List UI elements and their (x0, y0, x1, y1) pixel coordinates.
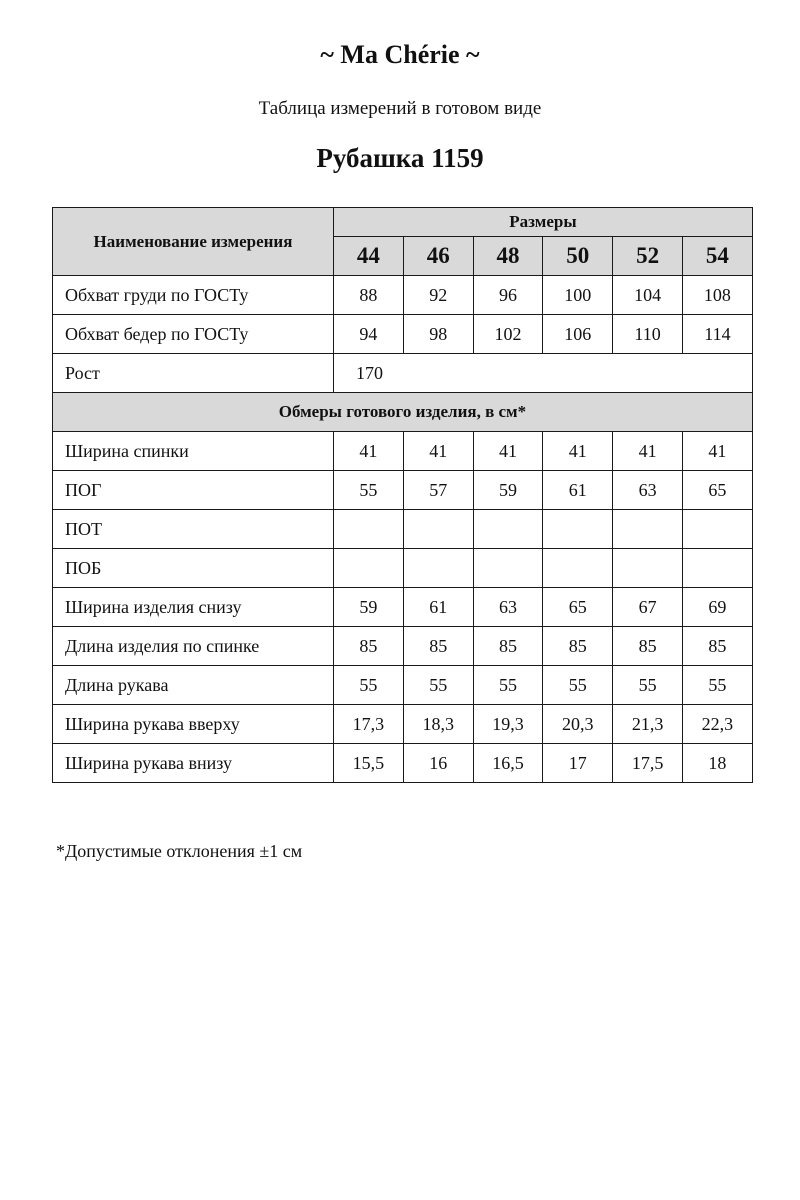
table-cell (613, 549, 683, 588)
size-chart-table (52, 207, 753, 783)
table-cell (403, 510, 473, 549)
table-cell: 41 (334, 432, 404, 471)
table-cell: 92 (403, 276, 473, 315)
table-cell: 94 (334, 315, 404, 354)
table-cell: 18,3 (403, 705, 473, 744)
table-cell: 20,3 (543, 705, 613, 744)
table-cell (473, 510, 543, 549)
table-cell: 18 (682, 744, 752, 783)
table-cell: 55 (682, 666, 752, 705)
brand-title: ~ Ma Chérie ~ (320, 40, 480, 69)
table-cell: 57 (403, 471, 473, 510)
table-cell: 85 (334, 627, 404, 666)
table-cell: 114 (682, 315, 752, 354)
table-cell: 17 (543, 744, 613, 783)
table-cell (543, 510, 613, 549)
row-label: Обхват бедер по ГОСТу (53, 315, 334, 354)
size-54-header: 54 (682, 237, 752, 276)
section-header-row (53, 393, 753, 432)
table-cell: 21,3 (613, 705, 683, 744)
table-cell: 16 (403, 744, 473, 783)
table-cell: 85 (543, 627, 613, 666)
table-cell: 59 (473, 471, 543, 510)
row-label: Ширина рукава вверху (53, 705, 334, 744)
table-cell (682, 549, 752, 588)
table-row-sleeve-top-width (53, 705, 753, 744)
row-label: Длина рукава (53, 666, 334, 705)
table-row-pot (53, 510, 753, 549)
table-cell: 96 (473, 276, 543, 315)
row-label: Обхват груди по ГОСТу (53, 276, 334, 315)
row-label: ПОТ (53, 510, 334, 549)
table-cell: 22,3 (682, 705, 752, 744)
sizes-header: Размеры (334, 208, 753, 237)
table-cell: 61 (403, 588, 473, 627)
row-label: Рост (53, 354, 334, 393)
table-row-bottom-width (53, 588, 753, 627)
table-cell: 102 (473, 315, 543, 354)
table-cell: 55 (334, 666, 404, 705)
table-row-back-length (53, 627, 753, 666)
table-row-back-width (53, 432, 753, 471)
table-cell: 61 (543, 471, 613, 510)
table-cell: 69 (682, 588, 752, 627)
size-50-header: 50 (543, 237, 613, 276)
table-row-height (53, 354, 753, 393)
table-cell (613, 510, 683, 549)
size-52-header: 52 (613, 237, 683, 276)
row-label: ПОГ (53, 471, 334, 510)
table-row-pob (53, 549, 753, 588)
table-row-sleeve-length (53, 666, 753, 705)
table-cell: 55 (473, 666, 543, 705)
garment-measurements-header: Обмеры готового изделия, в см* (53, 393, 753, 432)
size-48-header: 48 (473, 237, 543, 276)
height-value: 170 (334, 354, 753, 393)
table-cell: 98 (403, 315, 473, 354)
table-cell: 63 (473, 588, 543, 627)
table-cell: 17,5 (613, 744, 683, 783)
table-cell: 55 (543, 666, 613, 705)
table-row-chest (53, 276, 753, 315)
table-cell: 16,5 (473, 744, 543, 783)
table-cell: 110 (613, 315, 683, 354)
table-cell: 104 (613, 276, 683, 315)
table-cell: 65 (682, 471, 752, 510)
table-cell: 88 (334, 276, 404, 315)
table-cell (682, 510, 752, 549)
table-cell: 63 (613, 471, 683, 510)
row-label: Ширина рукава внизу (53, 744, 334, 783)
size-44-header: 44 (334, 237, 404, 276)
table-cell: 85 (403, 627, 473, 666)
table-cell: 85 (473, 627, 543, 666)
table-cell: 106 (543, 315, 613, 354)
table-cell: 59 (334, 588, 404, 627)
table-cell (543, 549, 613, 588)
table-cell: 55 (334, 471, 404, 510)
table-cell: 41 (473, 432, 543, 471)
product-title: Рубашка 1159 (316, 143, 484, 173)
row-label: Ширина изделия снизу (53, 588, 334, 627)
table-cell (403, 549, 473, 588)
table-cell: 55 (403, 666, 473, 705)
table-subtitle: Таблица измерений в готовом виде (258, 98, 542, 119)
table-cell: 67 (613, 588, 683, 627)
table-cell: 15,5 (334, 744, 404, 783)
table-cell: 100 (543, 276, 613, 315)
table-cell: 41 (403, 432, 473, 471)
table-row-hips (53, 315, 753, 354)
table-cell: 85 (613, 627, 683, 666)
table-cell: 85 (682, 627, 752, 666)
table-cell (334, 510, 404, 549)
table-cell: 108 (682, 276, 752, 315)
row-label: Длина изделия по спинке (53, 627, 334, 666)
table-cell: 17,3 (334, 705, 404, 744)
row-label: ПОБ (53, 549, 334, 588)
tolerance-footnote: *Допустимые отклонения ±1 см (56, 841, 303, 861)
table-cell: 41 (613, 432, 683, 471)
table-cell: 55 (613, 666, 683, 705)
table-row-sleeve-bottom-width (53, 744, 753, 783)
table-cell: 41 (682, 432, 752, 471)
header-row (53, 208, 753, 237)
table-cell (334, 549, 404, 588)
table-cell: 41 (543, 432, 613, 471)
table-cell: 19,3 (473, 705, 543, 744)
table-cell (473, 549, 543, 588)
table-row-pog (53, 471, 753, 510)
size-46-header: 46 (403, 237, 473, 276)
measurement-name-header: Наименование измерения (53, 208, 334, 276)
row-label: Ширина спинки (53, 432, 334, 471)
table-cell: 65 (543, 588, 613, 627)
